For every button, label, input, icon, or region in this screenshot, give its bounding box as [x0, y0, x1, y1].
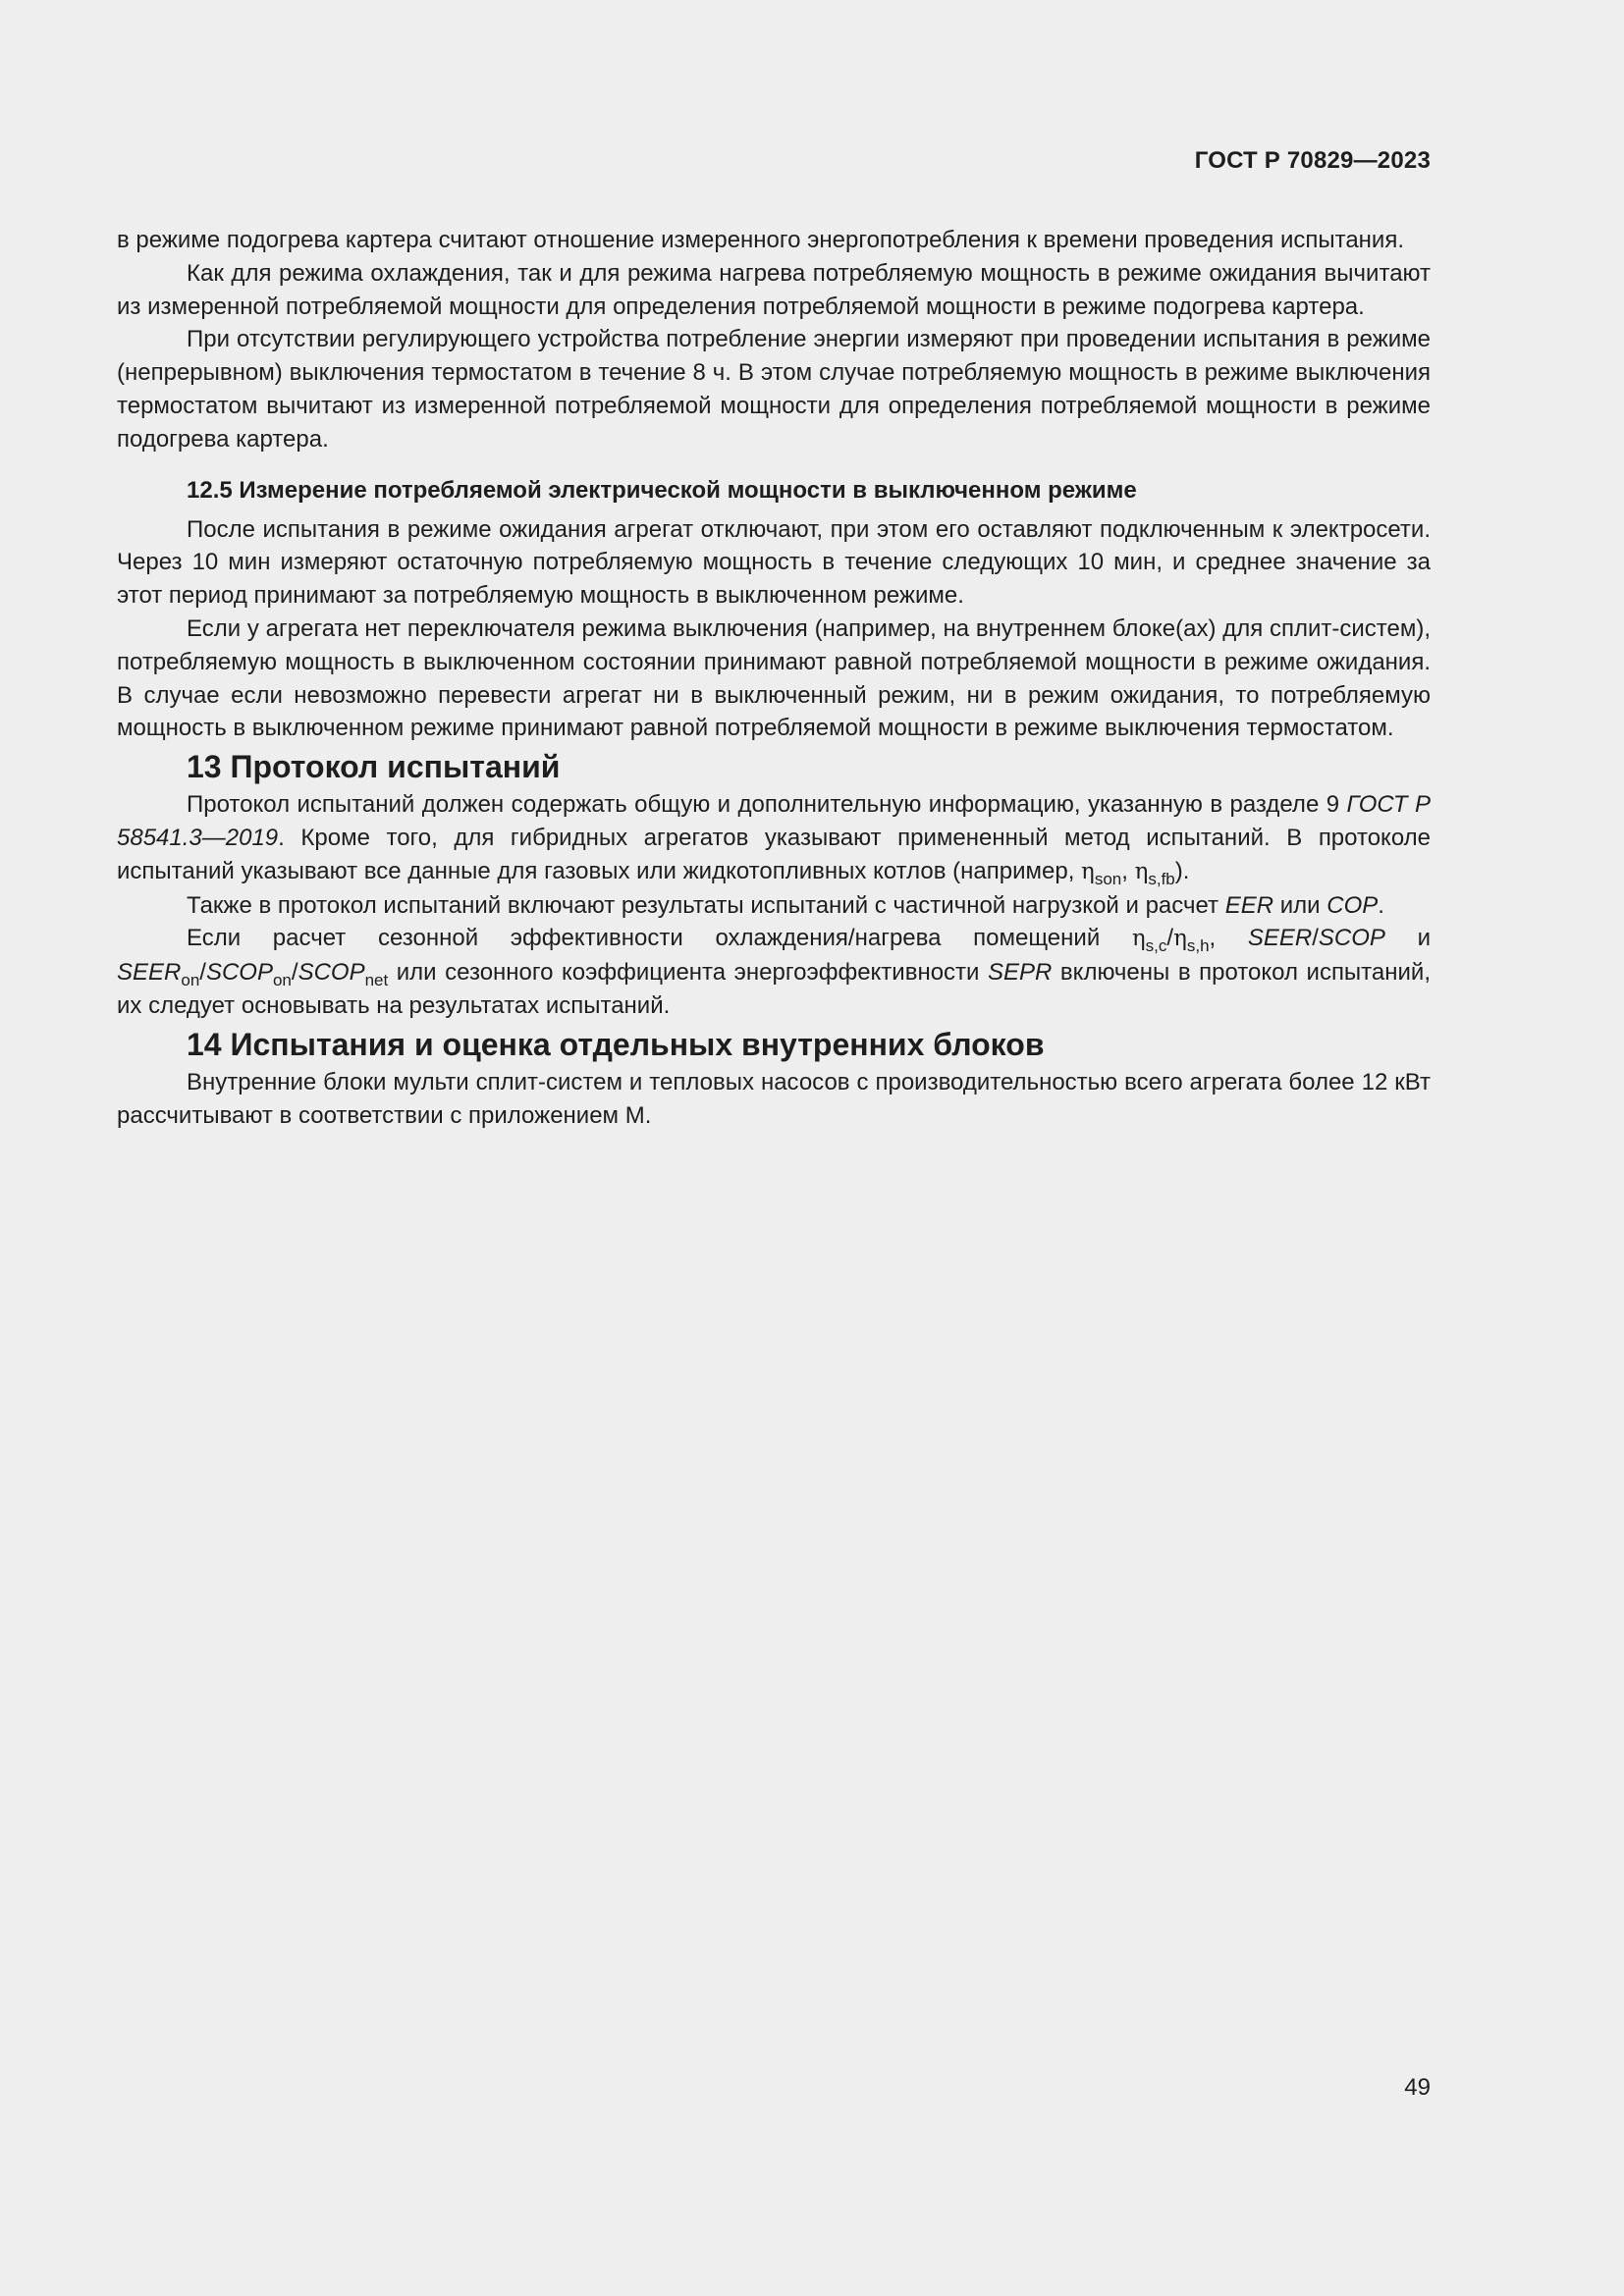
- subscript-sc: s,c: [1145, 936, 1167, 956]
- term-scop: SCOP: [205, 959, 273, 987]
- text-run: и: [1384, 925, 1432, 952]
- subscript-sfb: s,fb: [1148, 869, 1175, 888]
- document-body: [117, 224, 1431, 1132]
- text-run: включены в протокол испытаний, их следует основывать на результатах испытаний.: [117, 959, 1431, 1019]
- eta-symbol: η: [1131, 926, 1146, 952]
- term-seer: SEER: [117, 959, 182, 987]
- standard-reference: ГОСТ Р 58541.3—2019: [117, 791, 1432, 851]
- paragraph-indoor-units: Внутренние блоки мульти сплит-систем и тепловых насосов с производительностью всего агрегата более 12 кВт рассчитывают в соответствии с приложением М.: [117, 1068, 1431, 1129]
- text-run: или сезонного коэффициента энергоэффективности: [388, 959, 989, 987]
- term-eer: EER: [1224, 891, 1274, 919]
- paragraph-seasonal-efficiency: Если расчет сезонной эффективности охлаждения/нагрева помещений $\eta_{s,c}/\eta_{s,h}$, SEER/SCOP и $SEER_{on}/SCOP_{on}/SCOP_{net}$ или сезонного коэффициента энергоэффективности SEPR включены в протокол испытаний, их следует основывать на результатах испытаний.: [117, 925, 1432, 1019]
- paragraph-protocol-content: Протокол испытаний должен содержать общую и дополнительную информацию, указанную в разделе 9 ГОСТ Р 58541.3—2019. Кроме того, для гибридных агрегатов указывают примененный метод испытаний. В протоколе испытаний указывают все данные для газовых или жидкотопливных котлов (например, $\eta_{son}$, $\eta_{s,fb}$).: [117, 791, 1432, 888]
- subscript-son: son: [1094, 869, 1122, 888]
- text-run: Если расчет сезонной эффективности охлаждения/нагрева помещений: [187, 925, 1132, 952]
- text-run: Также в протокол испытаний включают результаты испытаний с частичной нагрузкой и расчет: [187, 891, 1225, 919]
- paragraph-crankcase-continued: в режиме подогрева картера считают отношение измеренного энергопотребления к времени проведения испытания.: [117, 227, 1404, 253]
- paragraph-no-off-switch: Если у агрегата нет переключателя режима выключения (например, на внутреннем блоке(ах) для сплит-систем), потребляемую мощность в выключенном состоянии принимают равной потребляемой мощности в режиме ожидания. В случае если невозможно перевести агрегат ни в выключенный режим, ни в режим ожидания, то потребляемую мощность в выключенном режиме принимают равной потребляемой мощности в режиме выключения термостатом.: [117, 614, 1431, 742]
- term-scop: SCOP: [298, 959, 365, 987]
- page-number: 49: [1404, 2074, 1431, 2101]
- section-title-13: 13 Протокол испытаний: [187, 749, 561, 785]
- document-header: ГОСТ Р 70829—2023: [1194, 147, 1431, 174]
- subscript-sh: s,h: [1186, 936, 1210, 956]
- text-run: или: [1273, 891, 1327, 919]
- subscript-on: on: [181, 971, 200, 990]
- eta-symbol: η: [1134, 858, 1149, 884]
- section-title-14: 14 Испытания и оценка отдельных внутренних блоков: [187, 1026, 1045, 1062]
- subsection-title-12-5: 12.5 Измерение потребляемой электрической мощности в выключенном режиме: [187, 476, 1137, 504]
- text-run: ).: [1174, 857, 1190, 884]
- paragraph-off-mode-measurement: После испытания в режиме ожидания агрегат отключают, при этом его оставляют подключенным к электросети. Через 10 мин измеряют остаточную потребляемую мощность в течение следующих 10 мин, и среднее значение за этот период принимают за потребляемую мощность в выключенном режиме.: [117, 515, 1431, 610]
- eta-symbol: η: [1081, 858, 1095, 884]
- subscript-net: net: [364, 971, 389, 990]
- eta-symbol: η: [1173, 926, 1187, 952]
- term-scop: SCOP: [1318, 925, 1385, 952]
- text-run: . Кроме того, для гибридных агрегатов указывают примененный метод испытаний. В протоколе испытаний указывают все данные для газовых или жидкотопливных котлов (например,: [117, 824, 1431, 884]
- term-seer: SEER: [1247, 925, 1313, 952]
- paragraph-standby-subtraction: Как для режима охлаждения, так и для режима нагрева потребляемую мощность в режиме ожидания вычитают из измеренной потребляемой мощности для определения потребляемой мощности в режиме подогрева картера.: [117, 259, 1431, 320]
- term-cop: COP: [1326, 891, 1379, 919]
- term-sepr: SEPR: [988, 959, 1053, 987]
- paragraph-no-regulator: При отсутствии регулирующего устройства потребление энергии измеряют при проведении испытания в режиме (непрерывном) выключения термостатом в течение 8 ч. В этом случае потребляемую мощность в режиме выключения термостатом вычитают из измеренной потребляемой мощности для определения потребляемой мощности в режиме подогрева картера.: [117, 326, 1431, 453]
- paragraph-partial-load: [117, 889, 1431, 923]
- subscript-on: on: [272, 971, 292, 990]
- text-run: .: [1378, 891, 1384, 919]
- text-run: Протокол испытаний должен содержать общую и дополнительную информацию, указанную в разделе 9: [187, 791, 1347, 819]
